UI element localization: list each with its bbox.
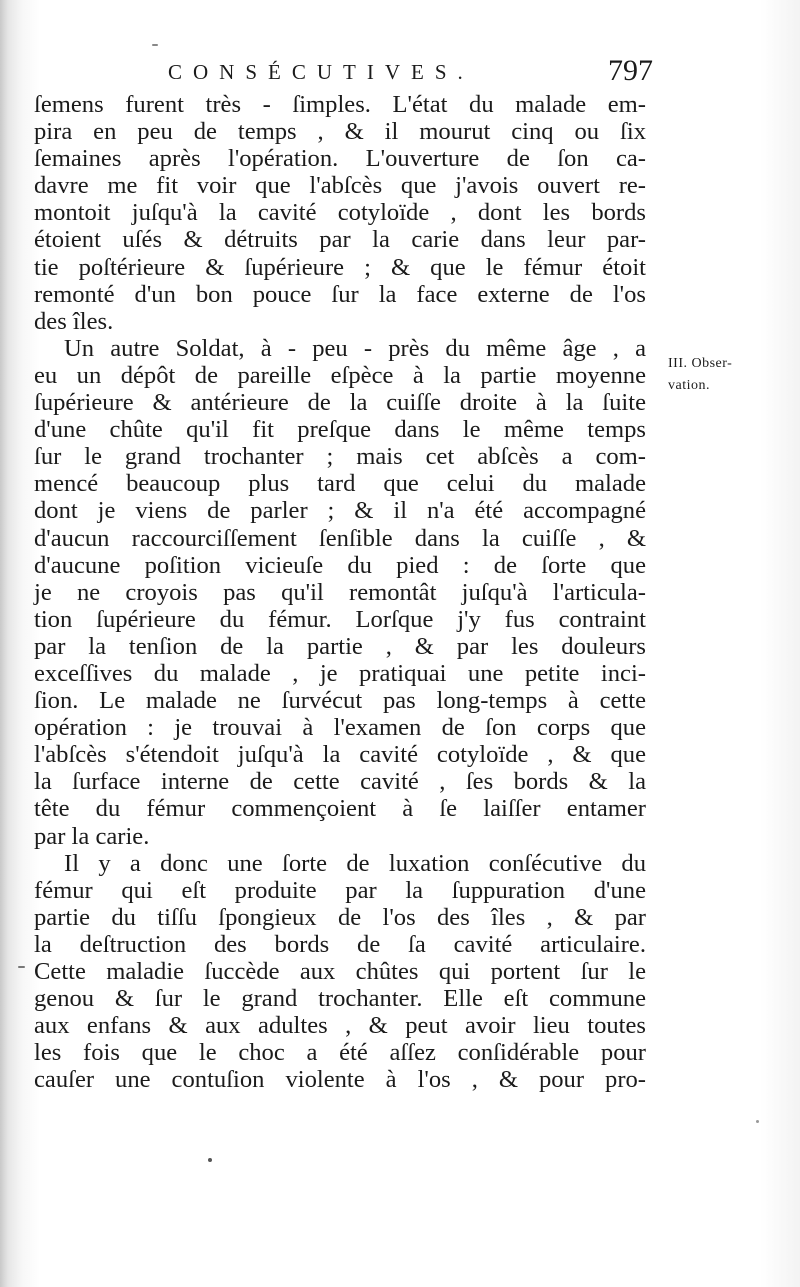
text-line: Il y a donc une ſorte de luxation conſécutive du <box>64 849 646 877</box>
text-line: tion ſupérieure du fémur. Lorſque j'y fus contraint <box>34 605 646 633</box>
ink-speck <box>208 1158 212 1162</box>
text-line: Cette maladie ſuccède aux chûtes qui portent ſur le <box>34 958 646 985</box>
text-line: tête du fémur commençoient à ſe laiſſer entamer <box>34 795 646 823</box>
page-number: 797 <box>608 54 653 87</box>
text-line: par la tenſion de la partie , & par les douleurs <box>34 632 646 660</box>
text-line: tie poſtérieure & ſupérieure ; & que le fémur étoit <box>34 253 646 281</box>
body-text <box>34 91 646 1093</box>
text-line: la ſurface interne de cette cavité , ſes bords & la <box>34 768 646 796</box>
running-title: CONSÉCUTIVES. <box>168 60 474 84</box>
text-line: fémur qui eſt produite par la ſuppuration d'une <box>34 876 646 904</box>
text-line: ſur le grand trochanter ; mais cet abſcès a com- <box>34 443 646 471</box>
text-line: exceſſives du malade , je pratiquai une petite inci- <box>34 659 646 687</box>
text-line: eu un dépôt de pareille eſpèce à la partie moyenne <box>34 361 646 389</box>
text-line: d'une chûte qu'il fit preſque dans le même temps <box>34 416 646 444</box>
text-line: cauſer une contuſion violente à l'os , & pour pro- <box>34 1066 646 1094</box>
text-line: Un autre Soldat, à - peu - près du même âge , a <box>64 334 646 362</box>
text-line: étoient uſés & détruits par la carie dans leur par- <box>34 226 646 254</box>
text-line: ſupérieure & antérieure de la cuiſſe droite à la ſuite <box>34 389 646 417</box>
margin-note <box>668 353 798 397</box>
text-line: davre me fit voir que l'abſcès que j'avois ouvert re- <box>34 172 646 200</box>
text-line: d'aucune poſition vicieuſe du pied : de ſorte que <box>34 551 646 579</box>
text-line: mencé beaucoup plus tard que celui du malade <box>34 470 646 498</box>
text-line: ſemens furent très - ſimples. L'état du malade em- <box>34 91 646 118</box>
text-line: les fois que le choc a été aſſez conſidérable pour <box>34 1039 646 1067</box>
text-line: ſion. Le malade ne ſurvécut pas long-temps à cette <box>34 687 646 715</box>
text-line: la deſtruction des bords de ſa cavité articulaire. <box>34 930 646 958</box>
text-line: pira en peu de temps , & il mourut cinq ou ſix <box>34 118 646 146</box>
text-line: partie du tiſſu ſpongieux de l'os des îles , & par <box>34 903 646 931</box>
margin-note-line: vation. <box>668 378 710 393</box>
text-line: genou & ſur le grand trochanter. Elle eſt commune <box>34 985 646 1013</box>
text-line: ſemaines après l'opération. L'ouverture de ſon ca- <box>34 145 646 173</box>
text-line: aux enfans & aux adultes , & peut avoir lieu toutes <box>34 1012 646 1040</box>
text-line: l'abſcès s'étendoit juſqu'à la cavité cotyloïde , & que <box>34 741 646 769</box>
text-line: opération : je trouvai à l'examen de ſon corps que <box>34 714 646 742</box>
text-line: des îles. <box>34 307 114 335</box>
text-line: je ne croyois pas qu'il remontât juſqu'à l'articula- <box>34 578 646 606</box>
text-line: par la carie. <box>34 822 150 850</box>
text-line: montoit juſqu'à la cavité cotyloïde , dont les bords <box>34 199 646 227</box>
ink-speck <box>756 1120 759 1123</box>
margin-note-line: III. Obser- <box>668 356 733 371</box>
text-line: remonté d'un bon pouce ſur la face externe de l'os <box>34 280 646 308</box>
text-line: dont je viens de parler ; & il n'a été accompagné <box>34 497 646 525</box>
ink-speck <box>152 44 158 46</box>
ink-speck <box>18 966 25 968</box>
text-line: d'aucun raccourciſſement ſenſible dans la cuiſſe , & <box>34 524 646 552</box>
